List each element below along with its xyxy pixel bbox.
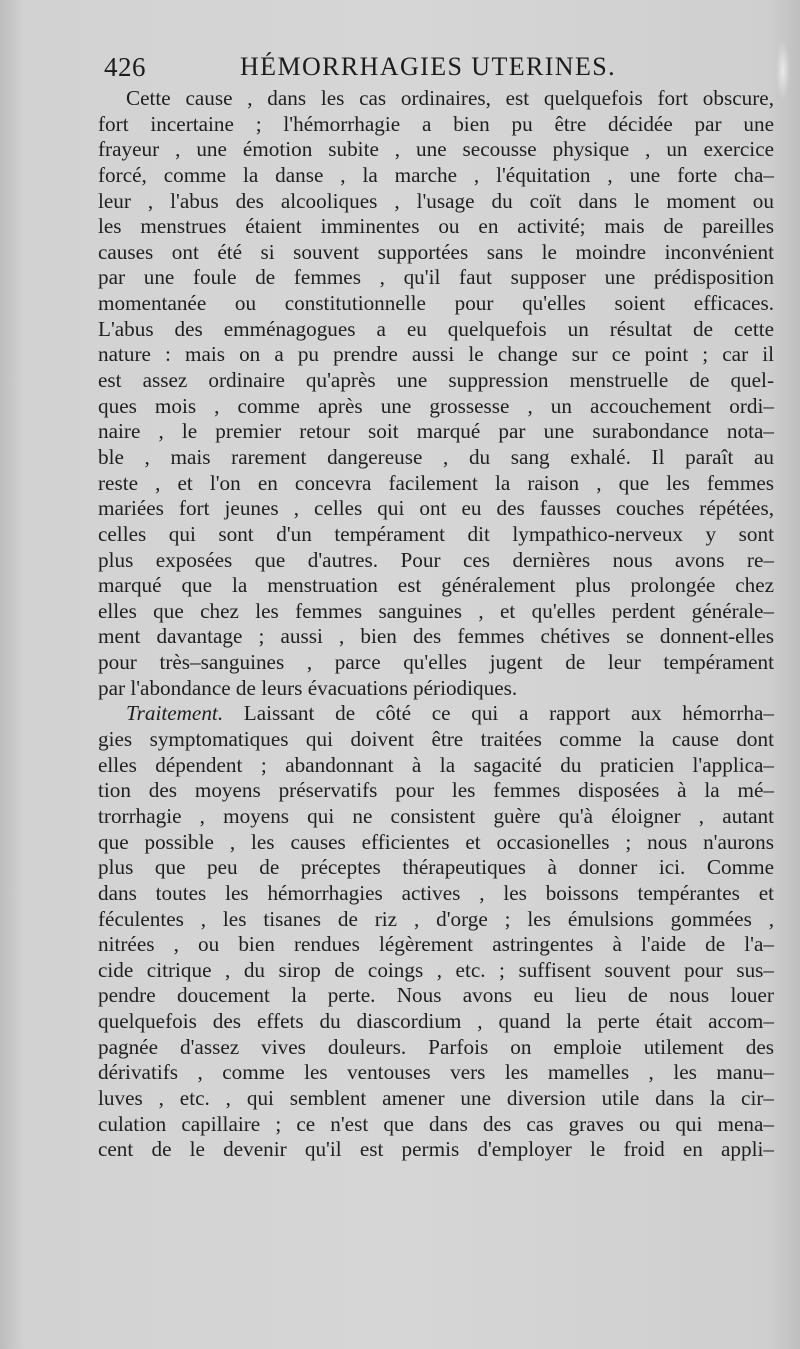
text-line: elles que chez les femmes sanguines , et qu'elles perdent générale–: [98, 598, 774, 623]
text-line: Cette cause , dans les cas ordinaires, est quelquefois fort obscure,: [126, 86, 774, 110]
text-line: ment davantage ; aussi , bien des femmes chétives se donnent-elles: [98, 624, 774, 649]
text-line: cent de le devenir qu'il est permis d'employer le froid en appli–: [98, 1137, 774, 1162]
text-line: marqué que la menstruation est généralement plus prolongée chez: [98, 573, 774, 598]
text-line: les menstrues étaient imminentes ou en activité; mais de pareilles: [98, 214, 774, 239]
text-line: celles qui sont d'un tempérament dit lympathico-nerveux y sont: [98, 521, 774, 546]
text-line: culation capillaire ; ce n'est que dans des cas graves ou qui mena–: [98, 1111, 774, 1136]
page-number: 426: [104, 52, 146, 82]
text-line: plus exposées que d'autres. Pour ces dernières nous avons re–: [98, 547, 774, 572]
text-line: naire , le premier retour soit marqué par une surabondance nota–: [98, 419, 774, 444]
text-line: ble , mais rarement dangereuse , du sang exhalé. Il paraît au: [98, 444, 774, 469]
text-line: forcé, comme la danse , la marche , l'équitation , une forte cha–: [98, 162, 774, 187]
text-line: mariées fort jeunes , celles qui ont eu des fausses couches répétées,: [98, 496, 774, 521]
text-line: féculentes , les tisanes de riz , d'orge ; les émulsions gommées ,: [98, 906, 774, 931]
page-stain: [776, 40, 790, 100]
text-line: pagnée d'assez vives douleurs. Parfois on emploie utilement des: [98, 1034, 774, 1059]
text-line: par une foule de femmes , qu'il faut supposer une prédisposition: [98, 265, 774, 290]
text-line: causes ont été si souvent supportées sans le moindre inconvénient: [98, 239, 774, 264]
text-line: nitrées , ou bien rendues légèrement astringentes à l'aide de l'a–: [98, 932, 774, 957]
text-line: reste , et l'on en concevra facilement la raison , que les femmes: [98, 470, 774, 495]
text-line: luves , etc. , qui semblent amener une diversion utile dans la cir–: [98, 1085, 774, 1110]
text-line: nature : mais on a pu prendre aussi le change sur ce point ; car il: [98, 342, 774, 367]
text-line: que possible , les causes efficientes et occasionelles ; nous n'aurons: [98, 829, 774, 854]
text-line: trorrhagie , moyens qui ne consistent guère qu'à éloigner , autant: [98, 803, 774, 828]
body-text: [98, 86, 774, 1163]
text-line: leur , l'abus des alcooliques , l'usage du coït dans le moment ou: [98, 188, 774, 213]
text-line: plus que peu de préceptes thérapeutiques à donner ici. Comme: [98, 855, 774, 880]
page-header: [104, 52, 704, 88]
text-line-continuation: Laissant de côté ce qui a rapport aux hémorrha–: [223, 701, 774, 726]
text-line: est assez ordinaire qu'après une suppression menstruelle de quel-: [98, 368, 774, 393]
text-line: frayeur , une émotion subite , une secousse physique , un exercice: [98, 137, 774, 162]
text-line: gies symptomatiques qui doivent être traitées comme la cause dont: [98, 727, 774, 752]
text-line: elles dépendent ; abandonnant à la sagacité du praticien l'applica–: [98, 752, 774, 777]
text-line: momentanée ou constitutionnelle pour qu'elles soient efficaces.: [98, 291, 774, 316]
section-heading-traitement: Traitement.: [126, 701, 224, 726]
text-line: quelquefois des effets du diascordium , quand la perte était accom–: [98, 1009, 774, 1034]
text-line: par l'abondance de leurs évacuations périodiques.: [98, 675, 518, 700]
text-line-traitement: [98, 701, 774, 727]
text-line: pour très–sanguines , parce qu'elles jugent de leur tempérament: [98, 650, 774, 675]
running-title: HÉMORRHAGIES UTERINES.: [240, 52, 617, 81]
text-line: fort incertaine ; l'hémorrhagie a bien pu être décidée par une: [98, 111, 774, 136]
text-line: tion des moyens préservatifs pour les femmes disposées à la mé–: [98, 778, 774, 803]
text-line: L'abus des emménagogues a eu quelquefois un résultat de cette: [98, 316, 774, 341]
text-line: ques mois , comme après une grossesse , un accouchement ordi–: [98, 393, 774, 418]
text-line: dérivatifs , comme les ventouses vers les mamelles , les manu–: [98, 1060, 774, 1085]
text-line: dans toutes les hémorrhagies actives , les boissons tempérantes et: [98, 880, 774, 905]
text-line: cide citrique , du sirop de coings , etc. ; suffisent souvent pour sus–: [98, 957, 774, 982]
text-line: pendre doucement la perte. Nous avons eu lieu de nous louer: [98, 983, 774, 1008]
